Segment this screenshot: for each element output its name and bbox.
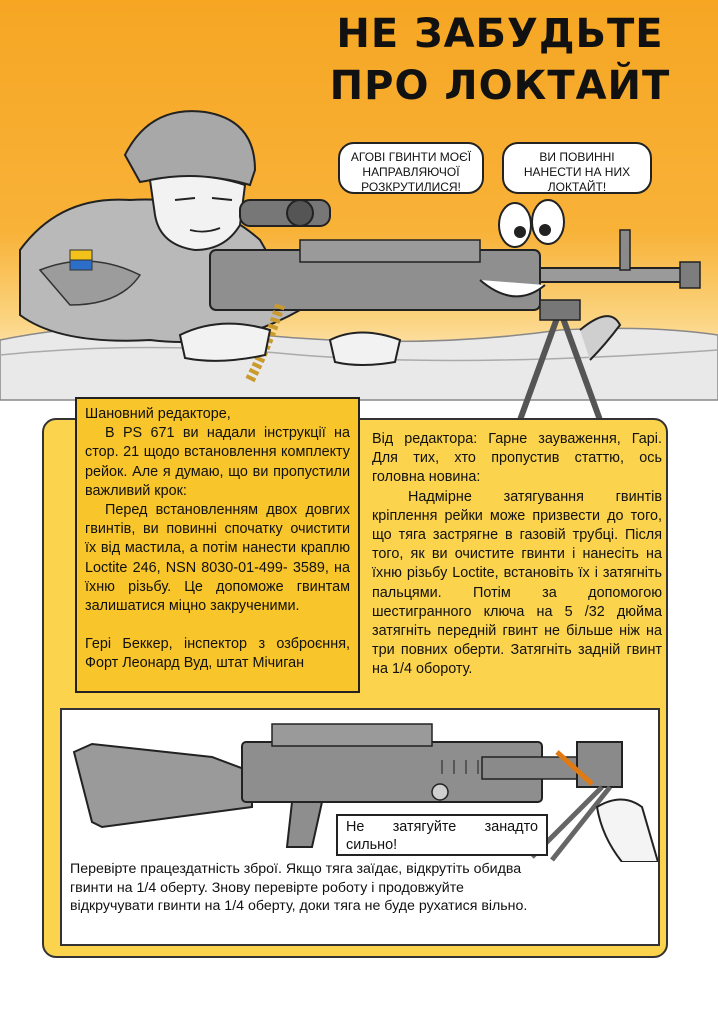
title-line-2: ПРО ЛОКТАЙТ <box>329 63 671 109</box>
editor-paragraph-2: Надмірне затягування гвинтів кріплення рейки може призвести до того, що тяга застрягне в газовій трубці. Після того, як ви очистите гвинти і нанесіть на їхню різьбу Loctite, встановіть їх і затягніть пальцями. Потім за допомогою шестигранного ключа на 5 /32 дюйма затягніть передній гвинт не більше ніж на три повних оберти. Затягніть задній гвинт на 1/4 обороту. <box>372 488 662 678</box>
warning-box: Не затягуйте занадто сильно! <box>336 814 548 856</box>
editor-paragraph-1: Від редактора: Гарне зауваження, Гарі. Для тих, хто пропустив статтю, ось головна новина: <box>372 431 662 486</box>
check-instructions: Перевірте працездатність зброї. Якщо тяга заїдає, відкрутіть обидва гвинти на 1/4 оберту. Знову перевірте роботу і продовжуйте відкручувати гвинти на 1/4 оберту, доки тяга не буде рухатися вільно. <box>70 861 528 914</box>
page-title <box>300 8 700 112</box>
editor-response <box>372 430 662 680</box>
speech-bubble-left: АГОВІ ГВИНТИ МОЄЇ НАПРАВЛЯЮЧОЇ РОЗКРУТИЛИСЯ! <box>338 142 484 194</box>
letter-box <box>75 397 360 693</box>
title-line-1: НЕ ЗАБУДЬТЕ <box>336 11 664 57</box>
letter-paragraph-2: Перед встановленням двох довгих гвинтів, ви повинні спочатку очистити їх від мастила, а потім нанести краплю Loctite 246, NSN 8030-01-499- 3589, на їхню різьбу. Це допоможе гвинтам залишатися міцно закрученими. <box>85 502 350 615</box>
letter-greeting: Шановний редакторе, <box>85 406 231 422</box>
speech-bubble-right: ВИ ПОВИННІ НАНЕСТИ НА НИХ ЛОКТАЙТ! <box>502 142 652 194</box>
letter-signature: Гері Беккер, інспектор з озброєння, Форт Леонард Вуд, штат Мічиган <box>85 636 350 672</box>
letter-paragraph-1: В PS 671 ви надали інструкції на стор. 21 щодо встановлення комплекту рейок. Але я думаю, що ви пропустили важливий крок: <box>85 425 350 499</box>
